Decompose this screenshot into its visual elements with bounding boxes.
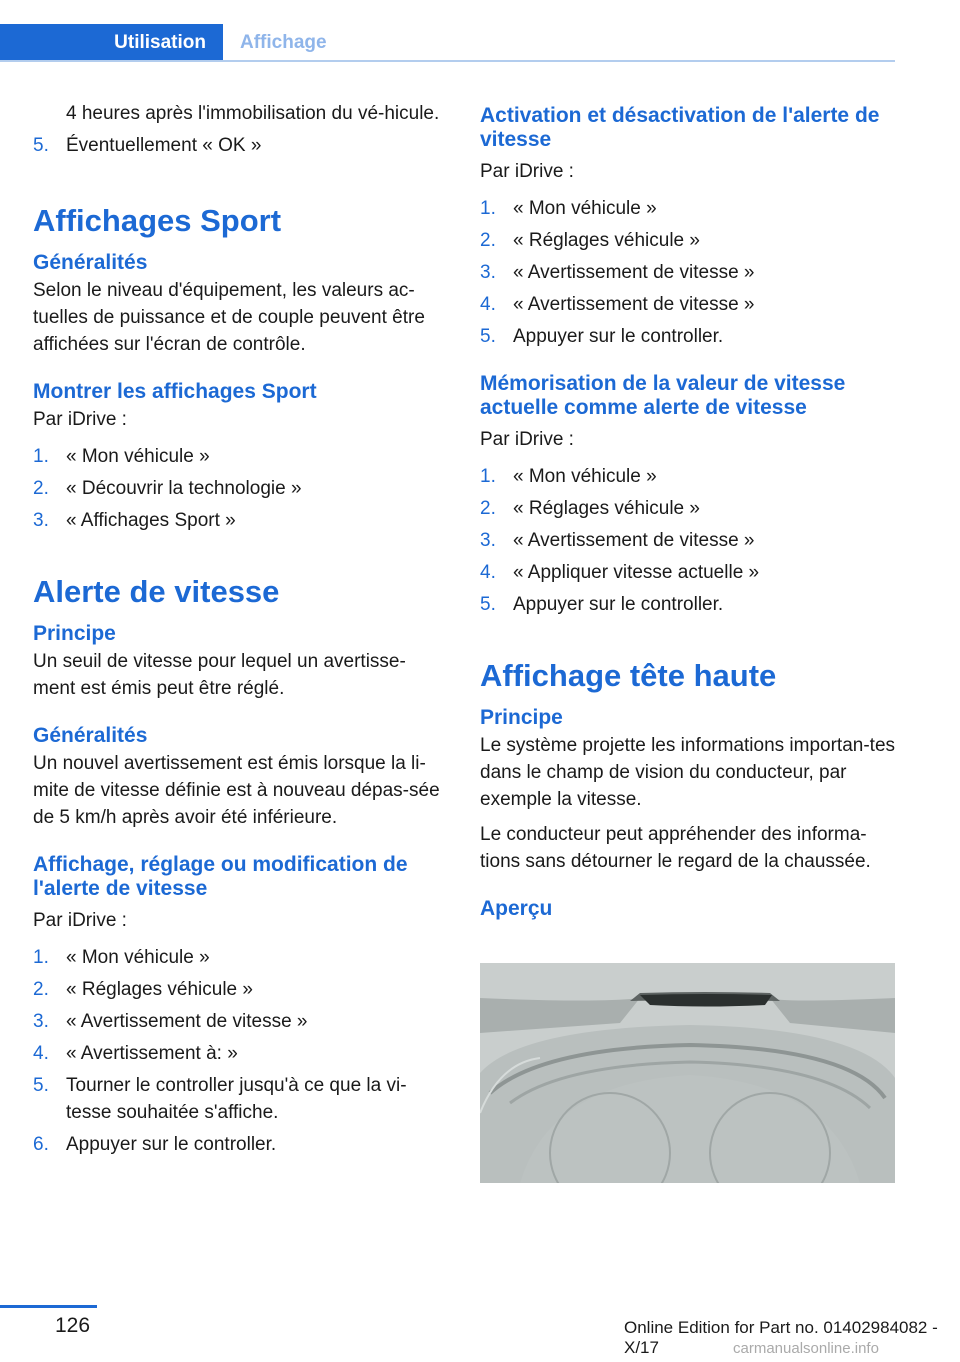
list-number: 5. (480, 594, 496, 615)
list-text: « Avertissement de vitesse » (513, 294, 755, 315)
paragraph: Par iDrive : (480, 429, 574, 450)
list-number: 4. (33, 1043, 49, 1064)
list-item (33, 944, 448, 971)
subsection-title: Aperçu (480, 897, 553, 920)
subsection-title: Généralités (33, 251, 148, 274)
list-item (480, 591, 895, 618)
list-text: « Mon véhicule » (66, 446, 210, 467)
list-text: Appuyer sur le controller. (513, 594, 724, 615)
list-number: 3. (480, 530, 496, 551)
subsection-title: Principe (33, 622, 116, 645)
paragraph: Selon le niveau d'équipement, les valeurs ac-tuelles de puissance et de couple peuvent être affichées sur l'écran de contrôle. (33, 280, 425, 355)
subsection-title: Généralités (33, 724, 148, 747)
list-number: 3. (480, 262, 496, 283)
list-text: « Appliquer vitesse actuelle » (513, 562, 760, 583)
list-number: 2. (480, 498, 496, 519)
list-item (480, 495, 895, 522)
left-column (33, 100, 448, 1163)
continued-step-text: 4 heures après l'immobilisation du vé-hicule. (66, 103, 440, 124)
list-text: « Réglages véhicule » (513, 498, 700, 519)
tab-utilisation-label: Utilisation (114, 32, 206, 53)
list-text: « Mon véhicule » (513, 466, 657, 487)
section-title-speed-alert: Alerte de vitesse (33, 574, 280, 609)
list-text: « Mon véhicule » (66, 947, 210, 968)
activation-steps (480, 195, 895, 350)
list-item (33, 507, 448, 534)
list-text: « Affichages Sport » (66, 510, 236, 531)
subsection-title: Activation et désactivation de l'alerte de vitesse (480, 104, 880, 151)
list-text: « Mon véhicule » (513, 198, 657, 219)
list-item (480, 463, 895, 490)
paragraph: Par iDrive : (33, 910, 127, 931)
edition-text: Online Edition for Part no. 01402984082 - X/17 (624, 1318, 938, 1357)
memo-steps (480, 463, 895, 618)
list-text: « Avertissement de vitesse » (66, 1011, 308, 1032)
list-number: 5. (33, 1075, 49, 1096)
list-item (33, 976, 448, 1003)
list-number: 5. (33, 135, 49, 156)
list-item (33, 1131, 448, 1158)
chapter-tabbar (0, 24, 895, 62)
section-title-hud: Affichage tête haute (480, 658, 777, 693)
list-item (480, 227, 895, 254)
footer-rule (0, 1305, 97, 1308)
tab-affichage-label: Affichage (240, 32, 327, 53)
list-item (480, 195, 895, 222)
list-item (33, 443, 448, 470)
show-sport-steps (33, 443, 448, 534)
list-item (33, 475, 448, 502)
list-text: « Réglages véhicule » (66, 979, 253, 1000)
paragraph: Le système projette les informations importan-tes dans le champ de vision du conducteur, par exemple la vitesse. (480, 735, 896, 810)
tab-utilisation[interactable] (0, 24, 223, 62)
list-number: 1. (480, 466, 496, 487)
hud-dashboard-illustration (480, 963, 895, 1183)
list-text: Appuyer sur le controller. (66, 1134, 277, 1155)
watermark-text: carmanualsonline.info (733, 1340, 879, 1357)
subsection-title: Mémorisation de la valeur de vitesse actuelle comme alerte de vitesse (480, 372, 846, 419)
list-item (480, 291, 895, 318)
subsection-title: Principe (480, 706, 563, 729)
list-text: Tourner le controller jusqu'à ce que la vi-tesse souhaitée s'affiche. (66, 1075, 407, 1123)
list-item (480, 559, 895, 586)
list-item (33, 132, 448, 159)
list-number: 2. (480, 230, 496, 251)
list-text: « Réglages véhicule » (513, 230, 700, 251)
list-number: 6. (33, 1134, 49, 1155)
list-number: 5. (480, 326, 496, 347)
list-item (33, 1008, 448, 1035)
hud-dashboard-drawing (480, 963, 895, 1183)
display-steps (33, 944, 448, 1158)
list-number: 1. (33, 446, 49, 467)
list-text: Éventuellement « OK » (66, 135, 262, 156)
list-number: 3. (33, 510, 49, 531)
list-item (480, 259, 895, 286)
list-number: 4. (480, 562, 496, 583)
paragraph: Par iDrive : (480, 161, 574, 182)
paragraph: Le conducteur peut appréhender des informa-tions sans détourner le regard de la chaussée. (480, 824, 871, 872)
list-number: 2. (33, 478, 49, 499)
list-number: 4. (480, 294, 496, 315)
subsection-title: Affichage, réglage ou modification de l'alerte de vitesse (33, 853, 408, 900)
list-item (480, 527, 895, 554)
list-text: Appuyer sur le controller. (513, 326, 724, 347)
paragraph: Par iDrive : (33, 409, 127, 430)
list-text: « Avertissement de vitesse » (513, 530, 755, 551)
tab-affichage[interactable] (240, 24, 327, 62)
right-column (480, 100, 895, 923)
list-item (33, 1072, 448, 1126)
list-number: 1. (33, 947, 49, 968)
list-text: « Découvrir la technologie » (66, 478, 302, 499)
page-number: 126 (55, 1314, 91, 1337)
subsection-title: Montrer les affichages Sport (33, 380, 317, 403)
list-number: 3. (33, 1011, 49, 1032)
tab-divider (0, 60, 895, 62)
list-text: « Avertissement de vitesse » (513, 262, 755, 283)
list-number: 1. (480, 198, 496, 219)
list-number: 2. (33, 979, 49, 1000)
section-title-sport: Affichages Sport (33, 203, 282, 238)
list-text: « Avertissement à: » (66, 1043, 238, 1064)
paragraph: Un nouvel avertissement est émis lorsque la li-mite de vitesse définie est à nouveau dépas-sée de 5 km/h après avoir été inférieure. (33, 753, 440, 828)
list-item (33, 1040, 448, 1067)
paragraph: Un seuil de vitesse pour lequel un avertisse-ment est émis peut être réglé. (33, 651, 406, 699)
list-item (480, 323, 895, 350)
